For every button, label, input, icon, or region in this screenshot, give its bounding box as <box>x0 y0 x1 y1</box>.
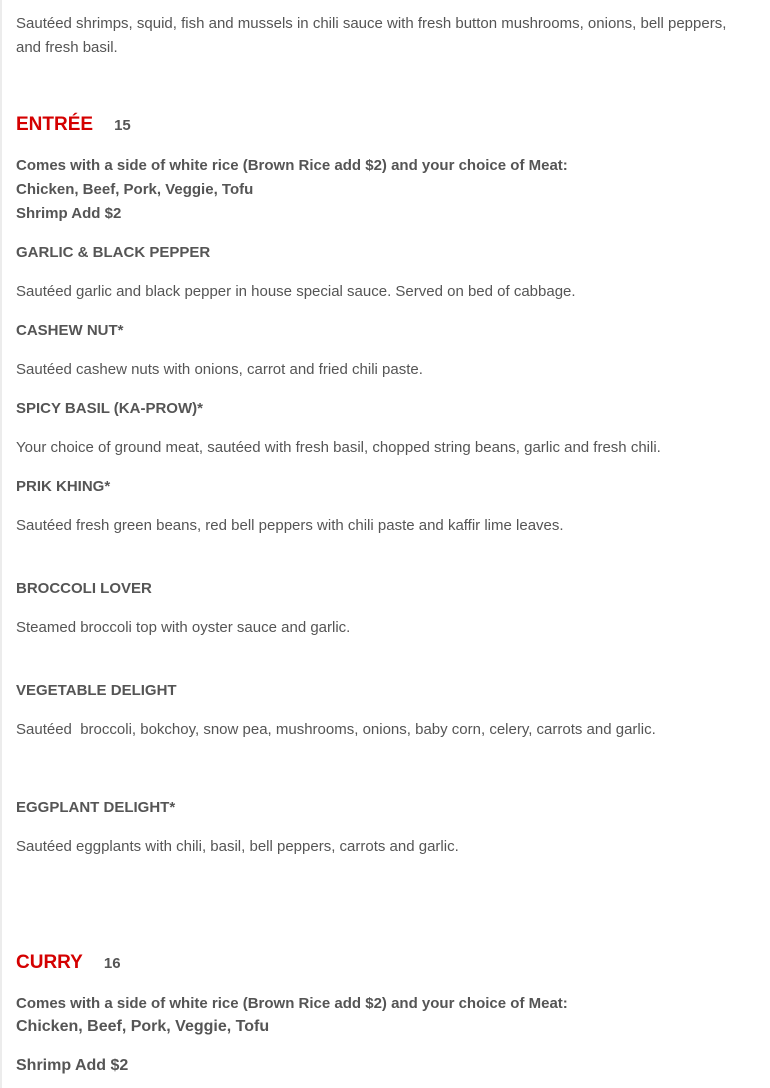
item-desc-eggplant-delight: Sautéed eggplants with chili, basil, bell peppers, carrots and garlic. <box>16 838 459 855</box>
item-name-vegetable-delight: VEGETABLE DELIGHT <box>16 682 177 699</box>
intro-item-description: Sautéed shrimps, squid, fish and mussels in chili sauce with fresh button mushrooms, onions, bell peppers, and fresh basil. <box>16 15 727 56</box>
item-desc-garlic-black-pepper: Sautéed garlic and black pepper in house special sauce. Served on bed of cabbage. <box>16 283 576 300</box>
curry-note-meats: Chicken, Beef, Pork, Veggie, Tofu <box>16 1018 270 1035</box>
curry-note-shrimp: Shrimp Add $2 <box>16 1057 129 1074</box>
item-name-cashew-nut: CASHEW NUT* <box>16 322 124 339</box>
entree-note-meats: Chicken, Beef, Pork, Veggie, Tofu <box>16 181 254 198</box>
curry-title: CURRY <box>16 952 83 973</box>
item-name-prik-khing: PRIK KHING* <box>16 478 111 495</box>
left-divider <box>0 0 2 1088</box>
entree-note-rice: Comes with a side of white rice (Brown Rice add $2) and your choice of Meat: <box>16 157 568 174</box>
item-desc-broccoli-lover: Steamed broccoli top with oyster sauce and garlic. <box>16 619 351 636</box>
entree-heading <box>16 114 131 136</box>
item-name-eggplant-delight: EGGPLANT DELIGHT* <box>16 799 176 816</box>
item-desc-cashew-nut: Sautéed cashew nuts with onions, carrot and fried chili paste. <box>16 361 423 378</box>
item-desc-prik-khing: Sautéed fresh green beans, red bell peppers with chili paste and kaffir lime leaves. <box>16 517 564 534</box>
entree-title: ENTRÉE <box>16 114 94 135</box>
entree-price: 15 <box>114 117 131 134</box>
item-desc-vegetable-delight: Sautéed broccoli, bokchoy, snow pea, mushrooms, onions, baby corn, celery, carrots and garlic. <box>16 721 656 738</box>
item-name-garlic-black-pepper: GARLIC & BLACK PEPPER <box>16 244 211 261</box>
item-name-broccoli-lover: BROCCOLI LOVER <box>16 580 152 597</box>
curry-note-rice: Comes with a side of white rice (Brown Rice add $2) and your choice of Meat: <box>16 995 568 1012</box>
curry-heading <box>16 952 121 974</box>
item-desc-spicy-basil: Your choice of ground meat, sautéed with fresh basil, chopped string beans, garlic and fresh chili. <box>16 439 661 456</box>
item-name-spicy-basil: SPICY BASIL (KA-PROW)* <box>16 400 203 417</box>
curry-price: 16 <box>103 955 121 972</box>
entree-note-shrimp: Shrimp Add $2 <box>16 205 122 222</box>
